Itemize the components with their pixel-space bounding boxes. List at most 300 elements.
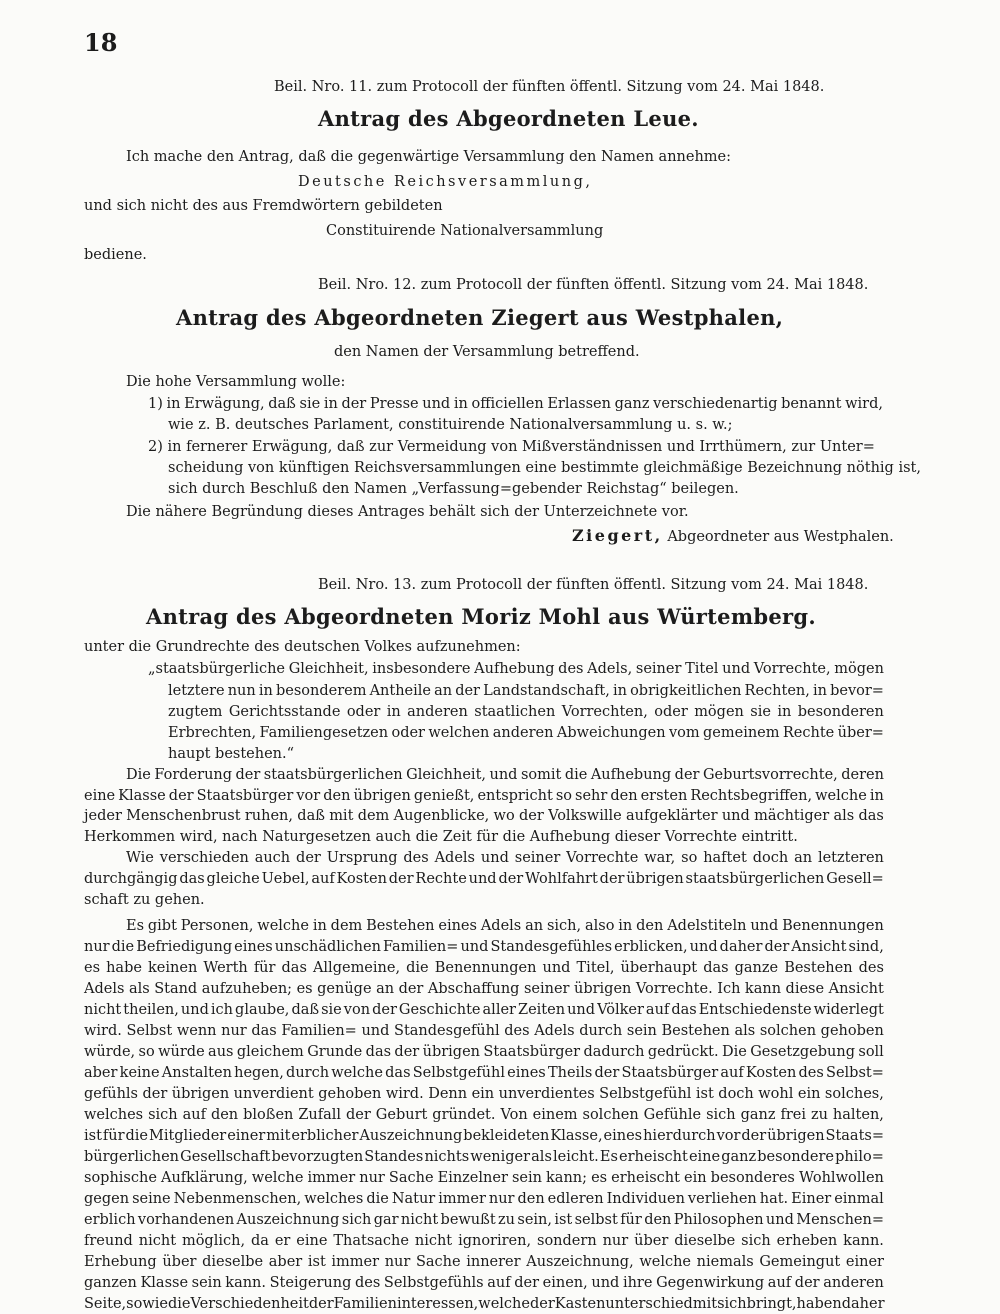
- paragraph-line: [84, 1274, 884, 1292]
- word: vor: [296, 788, 321, 804]
- word: nur: [602, 1233, 629, 1249]
- word: Adels,: [587, 661, 633, 677]
- word: über=: [837, 725, 884, 741]
- word: Völker: [597, 1002, 644, 1018]
- word: das: [703, 960, 729, 976]
- word: Gesellschaft: [180, 1149, 271, 1165]
- word: immer: [307, 1170, 356, 1186]
- word: in: [166, 396, 181, 412]
- word: nur: [488, 1191, 515, 1207]
- word: Stand: [154, 981, 198, 997]
- word: Einzelner: [437, 1170, 508, 1186]
- paragraph-line: unter die Grundrechte des deutschen Volkes aufzunehmen:: [84, 639, 521, 655]
- motion-subtitle: den Namen der Versammlung betreffend.: [334, 344, 640, 360]
- word: Wohlwollen: [798, 1170, 884, 1186]
- word: Ursprung: [326, 850, 398, 866]
- paragraph-line: Die nähere Begründung dieses Antrages behält sich der Unterzeichnete vor.: [126, 504, 689, 520]
- word: entspricht: [477, 788, 553, 804]
- signature-line: [572, 527, 894, 546]
- paragraph-line: 2) in fernerer Erwägung, daß zur Vermeidung von Mißverständnissen und Irrthümern, zur Unter=: [148, 439, 875, 455]
- word: in: [869, 788, 884, 804]
- word: des: [858, 960, 884, 976]
- word: gedrückt.: [647, 1044, 719, 1060]
- word: Selbstgefühl: [599, 1086, 692, 1102]
- word: Bestehen: [661, 1023, 730, 1039]
- word: Forderung: [154, 767, 233, 783]
- word: haftet: [703, 850, 747, 866]
- word: Steigerung: [269, 1275, 352, 1291]
- word: bekleideten: [463, 1128, 550, 1144]
- paragraph-line: [84, 1211, 884, 1229]
- word: anderen: [492, 725, 554, 741]
- word: seine: [132, 1191, 171, 1207]
- word: der: [455, 683, 480, 699]
- word: Klasse: [118, 788, 166, 804]
- word: nur: [84, 939, 110, 955]
- word: übrigen: [767, 1128, 825, 1144]
- word: jeder: [84, 808, 122, 824]
- word: weniger: [470, 1149, 531, 1165]
- word: kann: [744, 981, 782, 997]
- word: Vorrechte: [566, 850, 639, 866]
- word: wird.: [84, 1023, 122, 1039]
- word: Nebenmenschen,: [173, 1191, 302, 1207]
- word: Rechte: [415, 871, 467, 887]
- paragraph-line: [84, 1295, 884, 1313]
- paragraph-line: [84, 1169, 884, 1187]
- word: mit: [266, 1128, 291, 1144]
- word: bevorzugten: [271, 1149, 364, 1165]
- word: doch: [718, 1086, 754, 1102]
- word: von: [343, 1002, 371, 1018]
- word: freund: [84, 1233, 133, 1249]
- word: Kosten: [336, 871, 387, 887]
- paragraph-line: wie z. B. deutsches Parlament, constituirende Nationalversammlung u. s. w.;: [168, 417, 733, 433]
- word: einer: [845, 1254, 884, 1270]
- word: ein: [684, 1170, 707, 1186]
- word: besonderem: [275, 683, 367, 699]
- word: Von: [500, 1107, 528, 1123]
- word: bewußt: [440, 1212, 496, 1228]
- word: mit: [329, 808, 354, 824]
- word: durchgängig: [84, 871, 178, 887]
- paragraph-line: [84, 1106, 884, 1124]
- paragraph-line: scheidung von künftigen Reichsversammlungen eine bestimmte gleichmäßige Bezeichnung nöthig ist,: [168, 460, 921, 476]
- word: Ich: [717, 981, 741, 997]
- word: zu: [810, 1107, 828, 1123]
- word: Selbst: [126, 1023, 173, 1039]
- word: an: [525, 918, 544, 934]
- word: haben: [796, 1296, 842, 1312]
- word: den: [210, 1107, 239, 1123]
- word: Auszeichnung: [359, 1128, 463, 1144]
- word: Natur: [391, 1191, 436, 1207]
- word: staatlichen: [474, 704, 556, 720]
- word: Ansicht: [828, 981, 884, 997]
- paragraph-line: [84, 1022, 884, 1040]
- word: Gleichheit,: [288, 661, 369, 677]
- word: immer: [438, 1191, 486, 1207]
- word: für: [102, 1128, 125, 1144]
- word: gemeinem: [703, 725, 780, 741]
- word: seiner: [523, 981, 570, 997]
- word: nicht: [84, 1002, 122, 1018]
- word: auf: [182, 1107, 206, 1123]
- word: in: [618, 918, 633, 934]
- word: und: [361, 1023, 390, 1039]
- word: das: [179, 871, 205, 887]
- word: Rechte: [782, 725, 835, 741]
- word: welche: [251, 1170, 304, 1186]
- word: unverdientes: [498, 1086, 595, 1102]
- word: zu: [498, 1212, 516, 1228]
- word: anderen: [407, 704, 468, 720]
- word: Mitglieder: [148, 1128, 227, 1144]
- word: es: [591, 1170, 608, 1186]
- word: sein: [626, 1023, 657, 1039]
- word: verliehen: [687, 1191, 757, 1207]
- word: ganz: [721, 1149, 757, 1165]
- word: ganz: [614, 396, 650, 412]
- word: daher: [841, 1296, 885, 1312]
- paragraph-line: bediene.: [84, 247, 147, 263]
- word: eine: [84, 788, 116, 804]
- word: Staatsbürger: [483, 1044, 581, 1060]
- word: seiner: [635, 661, 682, 677]
- word: die: [111, 939, 135, 955]
- word: und: [750, 918, 779, 934]
- word: aber: [84, 1065, 118, 1081]
- motion-title-ziegert: Antrag des Abgeordneten Ziegert aus Westphalen,: [176, 305, 784, 330]
- word: besondere: [757, 1149, 834, 1165]
- word: aus: [208, 1044, 234, 1060]
- word: und: [765, 1212, 794, 1228]
- word: Augenblicke,: [393, 808, 490, 824]
- word: genießt,: [413, 788, 475, 804]
- paragraph-line: [84, 1001, 884, 1019]
- word: leicht.: [553, 1149, 599, 1165]
- word: und: [542, 960, 571, 976]
- word: sein,: [517, 1212, 552, 1228]
- word: sophische: [84, 1170, 157, 1186]
- word: halten,: [832, 1107, 884, 1123]
- word: Gegenwirkung: [656, 1275, 765, 1291]
- paragraph-line: [84, 1064, 884, 1082]
- word: überhaupt: [620, 960, 698, 976]
- word: der: [674, 767, 700, 783]
- word: Verschiedenheit: [190, 1296, 309, 1312]
- word: ihre: [622, 1275, 653, 1291]
- word: somit: [520, 767, 562, 783]
- word: Volkswille: [548, 808, 622, 824]
- word: seiner: [514, 850, 561, 866]
- word: Geburt: [375, 1107, 428, 1123]
- signature-name: Ziegert,: [572, 526, 663, 545]
- word: Klasse,: [550, 1128, 603, 1144]
- paragraph-line: [148, 660, 884, 678]
- word: in: [812, 683, 827, 699]
- word: eine: [688, 1149, 721, 1165]
- word: Auszeichnung: [236, 1212, 340, 1228]
- word: als: [833, 808, 855, 824]
- word: Adels: [84, 981, 125, 997]
- word: und: [722, 661, 751, 677]
- word: Antheile: [369, 683, 431, 699]
- word: es: [84, 960, 101, 976]
- word: nur: [359, 1170, 385, 1186]
- word: doch: [752, 850, 789, 866]
- word: obrigkeitlichen: [630, 683, 742, 699]
- word: Aufhebung: [474, 661, 555, 677]
- word: eines: [438, 918, 477, 934]
- word: welche: [257, 918, 309, 934]
- word: bloßen: [243, 1107, 294, 1123]
- word: an: [794, 850, 813, 866]
- word: dieselbe: [674, 1233, 736, 1249]
- word: den: [610, 788, 638, 804]
- word: benannt: [781, 396, 842, 412]
- word: Geschichte: [398, 1002, 481, 1018]
- word: besonderes: [710, 1170, 795, 1186]
- word: Standes: [364, 1149, 424, 1165]
- word: bevor=: [830, 683, 884, 699]
- word: welches: [304, 1191, 364, 1207]
- word: der: [741, 1128, 767, 1144]
- word: der: [599, 871, 625, 887]
- word: Gerichtsstande: [228, 704, 341, 720]
- word: nur: [221, 1023, 247, 1039]
- word: sein: [191, 1275, 222, 1291]
- word: so: [681, 850, 698, 866]
- word: anderen: [823, 1275, 884, 1291]
- word: einer: [227, 1128, 266, 1144]
- word: erheischt: [619, 1149, 688, 1165]
- word: ganze: [734, 960, 779, 976]
- word: Adels: [534, 1023, 575, 1039]
- paragraph-line: [126, 917, 884, 935]
- paragraph-line: [84, 807, 884, 825]
- word: da: [250, 1233, 269, 1249]
- word: einmal: [834, 1191, 884, 1207]
- word: Abschaffung: [427, 981, 520, 997]
- word: auf: [311, 871, 335, 887]
- word: das: [385, 1065, 411, 1081]
- word: vom: [668, 725, 700, 741]
- word: Presse: [369, 396, 419, 412]
- word: Wohlfahrt: [525, 871, 598, 887]
- word: Einer: [791, 1191, 832, 1207]
- word: der: [308, 1296, 334, 1312]
- word: eines: [234, 939, 273, 955]
- word: der: [594, 1065, 620, 1081]
- word: solches,: [824, 1086, 884, 1102]
- word: der: [168, 788, 194, 804]
- word: innerer: [466, 1254, 521, 1270]
- word: Anstalten: [161, 1065, 232, 1081]
- word: nicht: [138, 1233, 177, 1249]
- word: einem: [532, 1107, 578, 1123]
- paragraph-line: schaft zu gehen.: [84, 892, 205, 908]
- word: Erlassen: [547, 396, 611, 412]
- word: Gleichheit,: [406, 767, 487, 783]
- paragraph-line: [126, 766, 884, 784]
- word: Klasse: [140, 1275, 189, 1291]
- word: nur: [384, 1254, 411, 1270]
- word: ein: [471, 1086, 495, 1102]
- word: die: [167, 1296, 191, 1312]
- word: sondern: [537, 1233, 597, 1249]
- word: Staatsbürger: [196, 788, 294, 804]
- word: übrigen: [573, 981, 632, 997]
- word: mögen: [834, 661, 884, 677]
- word: Wie: [126, 850, 154, 866]
- word: in: [612, 683, 627, 699]
- word: edleren: [547, 1191, 604, 1207]
- word: theilen,: [123, 1002, 179, 1018]
- word: philo=: [835, 1149, 884, 1165]
- word: erblicken,: [614, 939, 688, 955]
- word: Benennungen: [434, 960, 537, 976]
- word: welches: [84, 1107, 144, 1123]
- word: Landstandschaft,: [483, 683, 610, 699]
- word: Sache: [388, 1170, 434, 1186]
- word: aber: [268, 1254, 303, 1270]
- word: durch: [286, 1065, 330, 1081]
- word: gleiche: [206, 871, 260, 887]
- word: staatsbürgerlichen: [263, 767, 403, 783]
- word: der: [372, 1002, 397, 1018]
- word: genüge: [317, 981, 372, 997]
- word: der: [529, 1296, 555, 1312]
- word: Adels: [480, 918, 522, 934]
- paragraph-line: [84, 938, 884, 956]
- word: übrigen: [422, 1044, 481, 1060]
- word: der: [764, 939, 790, 955]
- word: des: [354, 1275, 381, 1291]
- word: Entschiedenste: [698, 1002, 812, 1018]
- word: sich,: [546, 918, 582, 934]
- paragraph-line: [168, 724, 884, 742]
- word: für: [253, 960, 276, 976]
- word: wohl: [758, 1086, 794, 1102]
- word: hegen,: [234, 1065, 284, 1081]
- word: gegen: [84, 1191, 130, 1207]
- word: und: [689, 939, 718, 955]
- word: erheben: [776, 1233, 838, 1249]
- paragraph-line: [168, 703, 884, 721]
- paragraph-line: [84, 1232, 884, 1250]
- word: als: [531, 1149, 552, 1165]
- word: selbst: [574, 1212, 618, 1228]
- word: letzteren: [817, 850, 884, 866]
- word: soll: [858, 1044, 884, 1060]
- word: vor: [716, 1128, 741, 1144]
- word: eine: [296, 1233, 328, 1249]
- word: Geburtsvorrechte,: [702, 767, 838, 783]
- paragraph-line: [84, 870, 884, 888]
- word: kann.: [225, 1275, 266, 1291]
- word: hierdurch: [643, 1128, 716, 1144]
- word: in: [453, 396, 468, 412]
- word: gar: [373, 1212, 399, 1228]
- word: Erbrechten,: [168, 725, 257, 741]
- word: Die: [721, 1044, 747, 1060]
- word: immer: [331, 1254, 380, 1270]
- word: Zeiten: [518, 1002, 566, 1018]
- word: Gemeingut: [759, 1254, 841, 1270]
- word: mit: [692, 1296, 718, 1312]
- word: verschiedenartig: [653, 396, 778, 412]
- word: sich: [148, 1107, 178, 1123]
- paragraph-line: [84, 980, 884, 998]
- proposed-name: Deutsche Reichsversammlung,: [298, 174, 593, 190]
- word: in: [777, 704, 792, 720]
- word: Kosten: [745, 1065, 797, 1081]
- word: mögen: [694, 704, 744, 720]
- paragraph-line: [84, 1148, 884, 1166]
- word: ist: [695, 1086, 714, 1102]
- word: Familieninteressen,: [333, 1296, 479, 1312]
- word: Befriedigung: [136, 939, 233, 955]
- word: Adels: [434, 850, 475, 866]
- word: zugtem: [168, 704, 223, 720]
- word: welche: [331, 1065, 383, 1081]
- word: Individuen: [606, 1191, 685, 1207]
- page-number: 18: [84, 28, 118, 57]
- word: der: [388, 871, 414, 887]
- word: Bestehen: [784, 960, 853, 976]
- word: Abweichungen: [556, 725, 666, 741]
- word: gibt: [147, 918, 177, 934]
- word: möglich,: [181, 1233, 246, 1249]
- word: der: [142, 1086, 168, 1102]
- word: es: [296, 981, 313, 997]
- word: welche: [478, 1296, 530, 1312]
- word: auf: [487, 1275, 511, 1291]
- word: für: [620, 1212, 642, 1228]
- word: in: [258, 683, 273, 699]
- word: Es: [599, 1149, 618, 1165]
- word: er: [274, 1233, 291, 1249]
- word: würde,: [84, 1044, 136, 1060]
- word: ganz: [740, 1107, 776, 1123]
- word: und: [468, 871, 497, 887]
- word: daß: [291, 1002, 320, 1018]
- word: der: [296, 850, 321, 866]
- appendix-caption-13: Beil. Nro. 13. zum Protocoll der fünften öffentl. Sitzung vom 24. Mai 1848.: [318, 577, 869, 593]
- word: daher: [719, 939, 763, 955]
- word: erblicher: [291, 1128, 359, 1144]
- paragraph-line: Die hohe Versammlung wolle:: [126, 374, 346, 390]
- word: nichts: [424, 1149, 470, 1165]
- word: Vorrechte.: [635, 981, 713, 997]
- word: daß: [297, 808, 325, 824]
- word: Seite,: [84, 1296, 127, 1312]
- word: Grunde: [307, 1044, 363, 1060]
- word: besonderen: [797, 704, 884, 720]
- word: Aufklärung,: [160, 1170, 248, 1186]
- word: erheischt: [611, 1170, 680, 1186]
- word: solchen: [759, 1023, 817, 1039]
- word: Vorrechte,: [753, 661, 831, 677]
- word: erblich: [84, 1212, 136, 1228]
- word: Gesell=: [826, 871, 884, 887]
- word: sind,: [848, 939, 884, 955]
- word: eines: [507, 1065, 546, 1081]
- word: den: [644, 1212, 672, 1228]
- paragraph-line: [148, 395, 883, 413]
- word: kann.: [843, 1233, 884, 1249]
